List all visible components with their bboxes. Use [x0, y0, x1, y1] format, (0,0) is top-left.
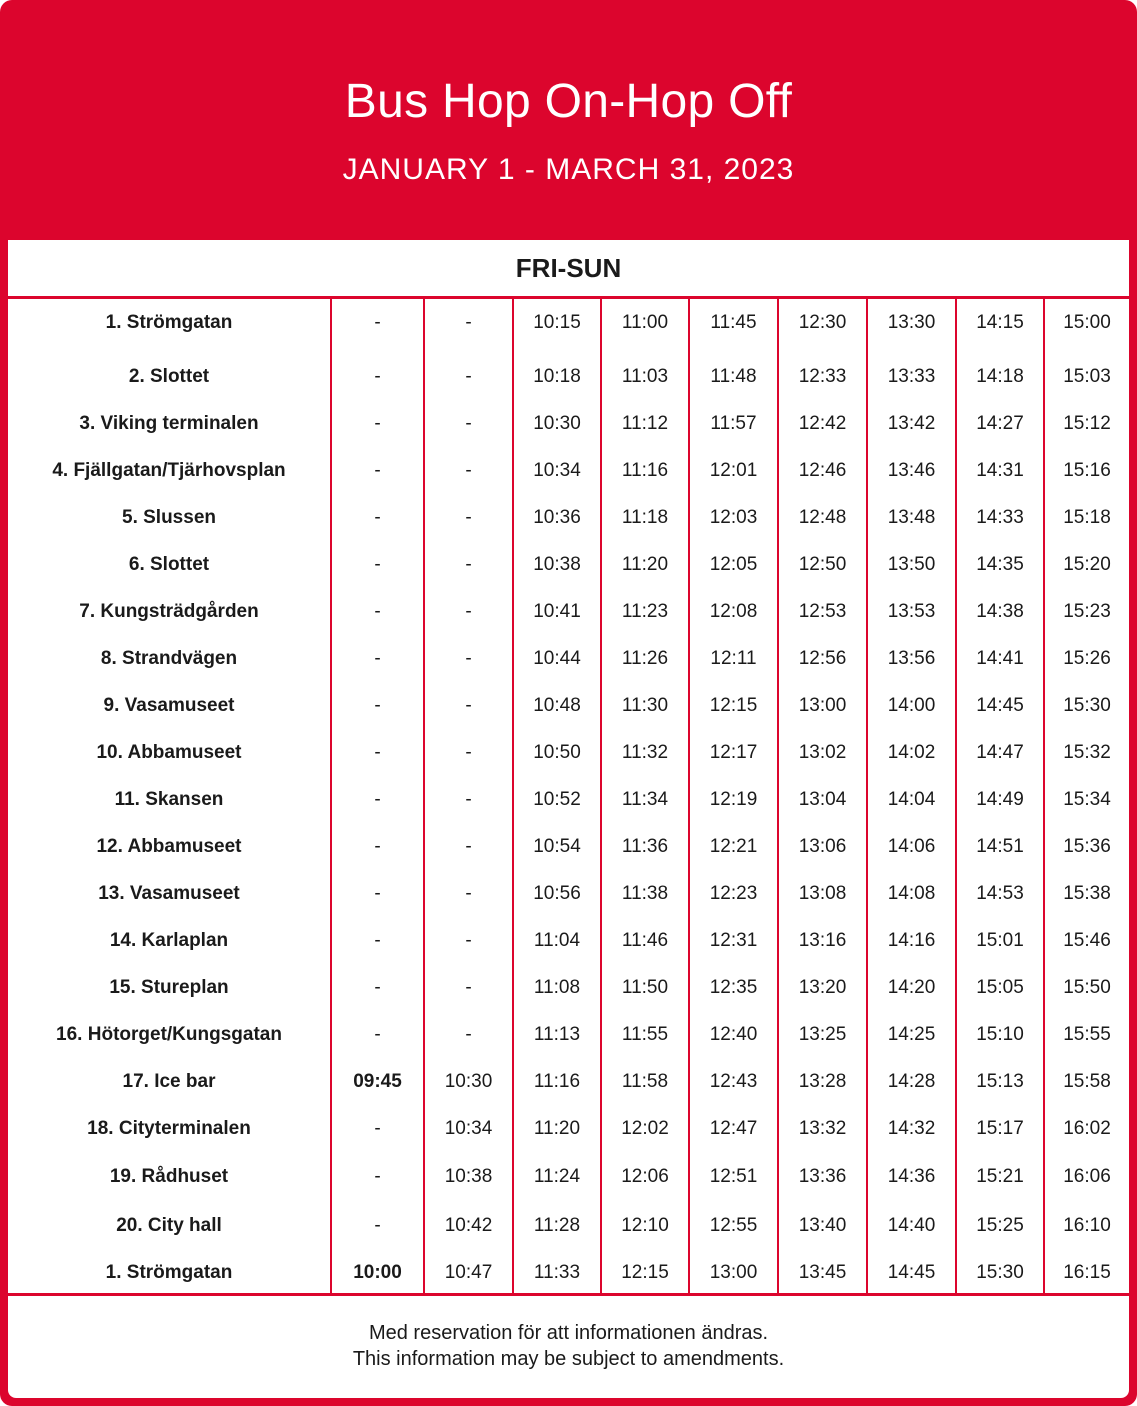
footer-divider — [8, 1293, 1129, 1296]
departure-time: 10:41 — [533, 601, 581, 622]
table-row — [8, 785, 1129, 815]
departure-time: 15:36 — [1063, 836, 1111, 857]
departure-time: 15:34 — [1063, 789, 1111, 810]
departure-time: 14:00 — [887, 695, 936, 716]
departure-time: 15:38 — [1063, 883, 1111, 904]
stop-name: 13. Vasamuseet — [98, 883, 240, 904]
departure-time: 11:30 — [621, 695, 669, 716]
timetable-grid — [8, 299, 1129, 1293]
table-row — [8, 1162, 1129, 1192]
departure-time: 14:32 — [887, 1118, 936, 1139]
table-row — [8, 1211, 1129, 1241]
departure-time: - — [374, 507, 381, 528]
departure-time: 11:26 — [621, 648, 669, 669]
departure-time: 15:25 — [976, 1215, 1024, 1236]
departure-time: 12:10 — [621, 1215, 669, 1236]
departure-time: 15:32 — [1063, 742, 1111, 763]
departure-time: 11:13 — [533, 1024, 581, 1045]
departure-time: 10:30 — [533, 413, 581, 434]
departure-time: 10:38 — [533, 554, 581, 575]
departure-time: 12:19 — [709, 789, 758, 810]
departure-time: 10:34 — [444, 1118, 493, 1139]
departure-time: 14:16 — [887, 930, 936, 951]
departure-time: 11:38 — [621, 883, 669, 904]
stop-name: 20. City hall — [116, 1215, 222, 1236]
departure-time: 12:48 — [798, 507, 847, 528]
departure-time: 10:56 — [533, 883, 581, 904]
departure-time: 13:06 — [798, 836, 847, 857]
stop-name: 5. Slussen — [122, 507, 216, 528]
departure-time: 11:36 — [621, 836, 669, 857]
departure-time: 14:31 — [976, 460, 1024, 481]
departure-time: 13:16 — [798, 930, 847, 951]
departure-time: 11:28 — [533, 1215, 581, 1236]
table-row — [8, 308, 1129, 338]
page-title: Bus Hop On-Hop Off — [344, 75, 793, 128]
departure-time: 12:31 — [709, 930, 758, 951]
departure-time: - — [465, 554, 472, 575]
departure-time: - — [374, 648, 381, 669]
departure-time: 12:53 — [798, 601, 847, 622]
departure-time: 14:06 — [887, 836, 936, 857]
departure-time: - — [374, 601, 381, 622]
departure-time: 11:58 — [621, 1071, 669, 1092]
departure-time: 15:30 — [976, 1262, 1024, 1283]
departure-time: - — [374, 312, 381, 333]
departure-time: 14:36 — [887, 1166, 936, 1187]
departure-time: 12:43 — [709, 1071, 758, 1092]
departure-time: 15:58 — [1063, 1071, 1111, 1092]
departure-time: 14:02 — [887, 742, 936, 763]
departure-time: - — [374, 742, 381, 763]
departure-time: 15:00 — [1063, 312, 1111, 333]
departure-time: 10:36 — [533, 507, 581, 528]
departure-time: 11:20 — [533, 1118, 581, 1139]
departure-time: - — [374, 977, 381, 998]
departure-time: 13:28 — [798, 1071, 847, 1092]
table-row — [8, 879, 1129, 909]
departure-time: 14:08 — [887, 883, 936, 904]
stop-name: 6. Slottet — [128, 554, 210, 575]
departure-time: 11:04 — [533, 930, 581, 951]
departure-time: 12:15 — [709, 695, 758, 716]
departure-time: 15:18 — [1063, 507, 1111, 528]
departure-time: 10:44 — [533, 648, 581, 669]
stop-name: 14. Karlaplan — [109, 930, 229, 951]
departure-time: - — [465, 695, 472, 716]
departure-time: 15:21 — [976, 1166, 1024, 1187]
stop-name: 19. Rådhuset — [109, 1166, 229, 1187]
departure-time: 15:26 — [1063, 648, 1111, 669]
table-row — [8, 409, 1129, 439]
departure-time: 11:24 — [533, 1166, 581, 1187]
departure-time: 13:32 — [798, 1118, 847, 1139]
stop-name: 1. Strömgatan — [105, 312, 233, 333]
departure-time: - — [465, 1024, 472, 1045]
departure-time: 09:45 — [353, 1071, 402, 1092]
departure-time: 12:56 — [798, 648, 847, 669]
departure-time: 15:55 — [1063, 1024, 1111, 1045]
departure-time: 12:42 — [798, 413, 847, 434]
departure-time: 13:20 — [798, 977, 847, 998]
departure-time: 12:03 — [709, 507, 758, 528]
stop-name: 16. Hötorget/Kungsgatan — [56, 1024, 282, 1045]
departure-time: 14:33 — [976, 507, 1024, 528]
table-row — [8, 926, 1129, 956]
stop-name: 7. Kungsträdgården — [79, 601, 259, 622]
departure-time: 14:35 — [976, 554, 1024, 575]
departure-time: 10:52 — [533, 789, 581, 810]
departure-time: 13:30 — [887, 312, 936, 333]
table-row — [8, 973, 1129, 1003]
departure-time: 10:30 — [444, 1071, 493, 1092]
footer-line-swedish: Med reservation för att informationen ändras. — [368, 1322, 769, 1344]
departure-time: 11:45 — [710, 312, 757, 333]
departure-time: 10:54 — [533, 836, 581, 857]
stop-name: 3. Viking terminalen — [79, 413, 259, 434]
departure-time: 10:00 — [353, 1262, 402, 1283]
departure-time: 14:18 — [976, 366, 1024, 387]
table-row — [8, 1067, 1129, 1097]
departure-time: 15:20 — [1063, 554, 1111, 575]
departure-time: - — [374, 883, 381, 904]
departure-time: 12:51 — [709, 1166, 758, 1187]
departure-time: 14:47 — [976, 742, 1024, 763]
departure-time: 11:34 — [621, 789, 669, 810]
departure-time: - — [374, 1215, 381, 1236]
departure-time: 15:10 — [976, 1024, 1024, 1045]
departure-time: 12:01 — [709, 460, 758, 481]
departure-time: - — [465, 413, 472, 434]
departure-time: - — [465, 789, 472, 810]
departure-time: 14:53 — [976, 883, 1024, 904]
departure-time: 12:35 — [709, 977, 758, 998]
departure-time: 12:05 — [709, 554, 758, 575]
departure-time: 11:20 — [621, 554, 669, 575]
departure-time: 15:46 — [1063, 930, 1111, 951]
departure-time: 14:40 — [887, 1215, 936, 1236]
departure-time: - — [374, 1166, 381, 1187]
departure-time: - — [465, 601, 472, 622]
date-range: JANUARY 1 - MARCH 31, 2023 — [342, 153, 795, 186]
stop-name: 2. Slottet — [128, 366, 210, 387]
departure-time: 11:00 — [621, 312, 669, 333]
departure-time: 13:00 — [709, 1262, 758, 1283]
table-row — [8, 1114, 1129, 1144]
departure-time: 13:36 — [798, 1166, 847, 1187]
departure-time: 11:50 — [621, 977, 669, 998]
departure-time: 16:10 — [1063, 1215, 1111, 1236]
footer-line-english: This information may be subject to amendments. — [352, 1348, 785, 1370]
stop-name: 11. Skansen — [114, 789, 224, 810]
footer-note — [8, 1320, 1129, 1372]
table-row — [8, 550, 1129, 580]
departure-time: - — [374, 930, 381, 951]
departure-time: 12:30 — [798, 312, 847, 333]
departure-time: 12:11 — [710, 648, 757, 669]
departure-time: 15:23 — [1063, 601, 1111, 622]
departure-time: 13:48 — [887, 507, 936, 528]
departure-time: 11:55 — [621, 1024, 669, 1045]
stop-name: 18. Cityterminalen — [87, 1118, 251, 1139]
table-row — [8, 503, 1129, 533]
departure-time: 15:16 — [1063, 460, 1111, 481]
departure-time: - — [374, 366, 381, 387]
departure-time: - — [465, 977, 472, 998]
departure-time: 13:40 — [798, 1215, 847, 1236]
day-label: FRI-SUN — [8, 240, 1129, 299]
stop-name: 8. Strandvägen — [100, 648, 238, 669]
departure-time: - — [465, 742, 472, 763]
departure-time: 15:01 — [976, 930, 1024, 951]
departure-time: 11:18 — [621, 507, 669, 528]
departure-time: 12:15 — [621, 1262, 669, 1283]
departure-time: 11:16 — [533, 1071, 581, 1092]
departure-time: 14:49 — [976, 789, 1024, 810]
table-row — [8, 456, 1129, 486]
header — [0, 0, 1137, 240]
departure-time: 10:48 — [533, 695, 581, 716]
departure-time: 11:08 — [533, 977, 581, 998]
table-row — [8, 832, 1129, 862]
departure-time: 14:28 — [887, 1071, 936, 1092]
departure-time: - — [465, 312, 472, 333]
departure-time: - — [465, 460, 472, 481]
departure-time: 14:25 — [887, 1024, 936, 1045]
departure-time: 13:53 — [887, 601, 936, 622]
departure-time: 14:15 — [976, 312, 1024, 333]
table-row — [8, 1020, 1129, 1050]
departure-time: 15:03 — [1063, 366, 1111, 387]
departure-time: 12:23 — [709, 883, 758, 904]
departure-time: - — [465, 366, 472, 387]
stop-name: 15. Stureplan — [109, 977, 229, 998]
timetable-body — [8, 240, 1129, 1398]
departure-time: 11:16 — [621, 460, 669, 481]
departure-time: 11:46 — [621, 930, 669, 951]
departure-time: 10:50 — [533, 742, 581, 763]
departure-time: 14:45 — [887, 1262, 936, 1283]
departure-time: 10:42 — [444, 1215, 493, 1236]
departure-time: 13:50 — [887, 554, 936, 575]
departure-time: 16:15 — [1063, 1262, 1111, 1283]
departure-time: 14:51 — [976, 836, 1024, 857]
departure-time: 14:45 — [976, 695, 1024, 716]
departure-time: 11:33 — [533, 1262, 581, 1283]
departure-time: 14:27 — [976, 413, 1024, 434]
departure-time: 12:40 — [709, 1024, 758, 1045]
departure-time: - — [465, 883, 472, 904]
departure-time: 13:04 — [798, 789, 847, 810]
stop-name: 4. Fjällgatan/Tjärhovsplan — [52, 460, 286, 481]
departure-time: 15:30 — [1063, 695, 1111, 716]
departure-time: 10:15 — [533, 312, 581, 333]
table-row — [8, 691, 1129, 721]
departure-time: 16:02 — [1063, 1118, 1111, 1139]
departure-time: 12:47 — [709, 1118, 758, 1139]
departure-time: 12:46 — [798, 460, 847, 481]
departure-time: 10:18 — [533, 366, 581, 387]
departure-time: 15:05 — [976, 977, 1024, 998]
departure-time: 11:32 — [621, 742, 669, 763]
departure-time: 14:38 — [976, 601, 1024, 622]
stop-name: 10. Abbamuseet — [96, 742, 242, 763]
departure-time: 16:06 — [1063, 1166, 1111, 1187]
departure-time: 12:55 — [709, 1215, 758, 1236]
table-row — [8, 1258, 1129, 1288]
table-row — [8, 597, 1129, 627]
departure-time: 14:04 — [887, 789, 936, 810]
departure-time: 14:20 — [887, 977, 936, 998]
departure-time: 13:46 — [887, 460, 936, 481]
departure-time: 15:13 — [976, 1071, 1024, 1092]
stop-name: 17. Ice bar — [122, 1071, 216, 1092]
departure-time: 10:34 — [533, 460, 581, 481]
departure-time: - — [465, 836, 472, 857]
departure-time: - — [374, 1118, 381, 1139]
departure-time: - — [465, 507, 472, 528]
departure-time: - — [374, 413, 381, 434]
departure-time: 13:25 — [798, 1024, 847, 1045]
departure-time: 10:38 — [444, 1166, 493, 1187]
table-row — [8, 362, 1129, 392]
departure-time: - — [465, 930, 472, 951]
departure-time: 15:12 — [1063, 413, 1111, 434]
departure-time: - — [374, 1024, 381, 1045]
departure-time: 13:56 — [887, 648, 936, 669]
stop-name: 12. Abbamuseet — [96, 836, 242, 857]
departure-time: - — [374, 789, 381, 810]
departure-time: 12:33 — [798, 366, 847, 387]
departure-time: 12:17 — [709, 742, 758, 763]
departure-time: 12:02 — [621, 1118, 669, 1139]
table-row — [8, 738, 1129, 768]
departure-time: 11:03 — [621, 366, 669, 387]
departure-time: 13:00 — [798, 695, 847, 716]
departure-time: 11:57 — [710, 413, 757, 434]
departure-time: 15:17 — [976, 1118, 1024, 1139]
departure-time: 13:42 — [887, 413, 936, 434]
departure-time: - — [374, 554, 381, 575]
stop-name: 9. Vasamuseet — [103, 695, 235, 716]
departure-time: 11:23 — [621, 601, 669, 622]
departure-time: 14:41 — [976, 648, 1024, 669]
departure-time: 12:06 — [621, 1166, 669, 1187]
departure-time: 12:21 — [709, 836, 758, 857]
departure-time: 15:50 — [1063, 977, 1111, 998]
stop-name: 1. Strömgatan — [105, 1262, 233, 1283]
departure-time: - — [374, 460, 381, 481]
table-row — [8, 644, 1129, 674]
departure-time: 13:08 — [798, 883, 847, 904]
departure-time: 12:08 — [709, 601, 758, 622]
departure-time: 10:47 — [444, 1262, 493, 1283]
departure-time: - — [465, 648, 472, 669]
departure-time: 13:02 — [798, 742, 847, 763]
departure-time: 11:12 — [621, 413, 669, 434]
departure-time: 12:50 — [798, 554, 847, 575]
departure-time: 11:48 — [710, 366, 757, 387]
departure-time: - — [374, 695, 381, 716]
departure-time: 13:33 — [887, 366, 936, 387]
departure-time: - — [374, 836, 381, 857]
departure-time: 13:45 — [798, 1262, 847, 1283]
